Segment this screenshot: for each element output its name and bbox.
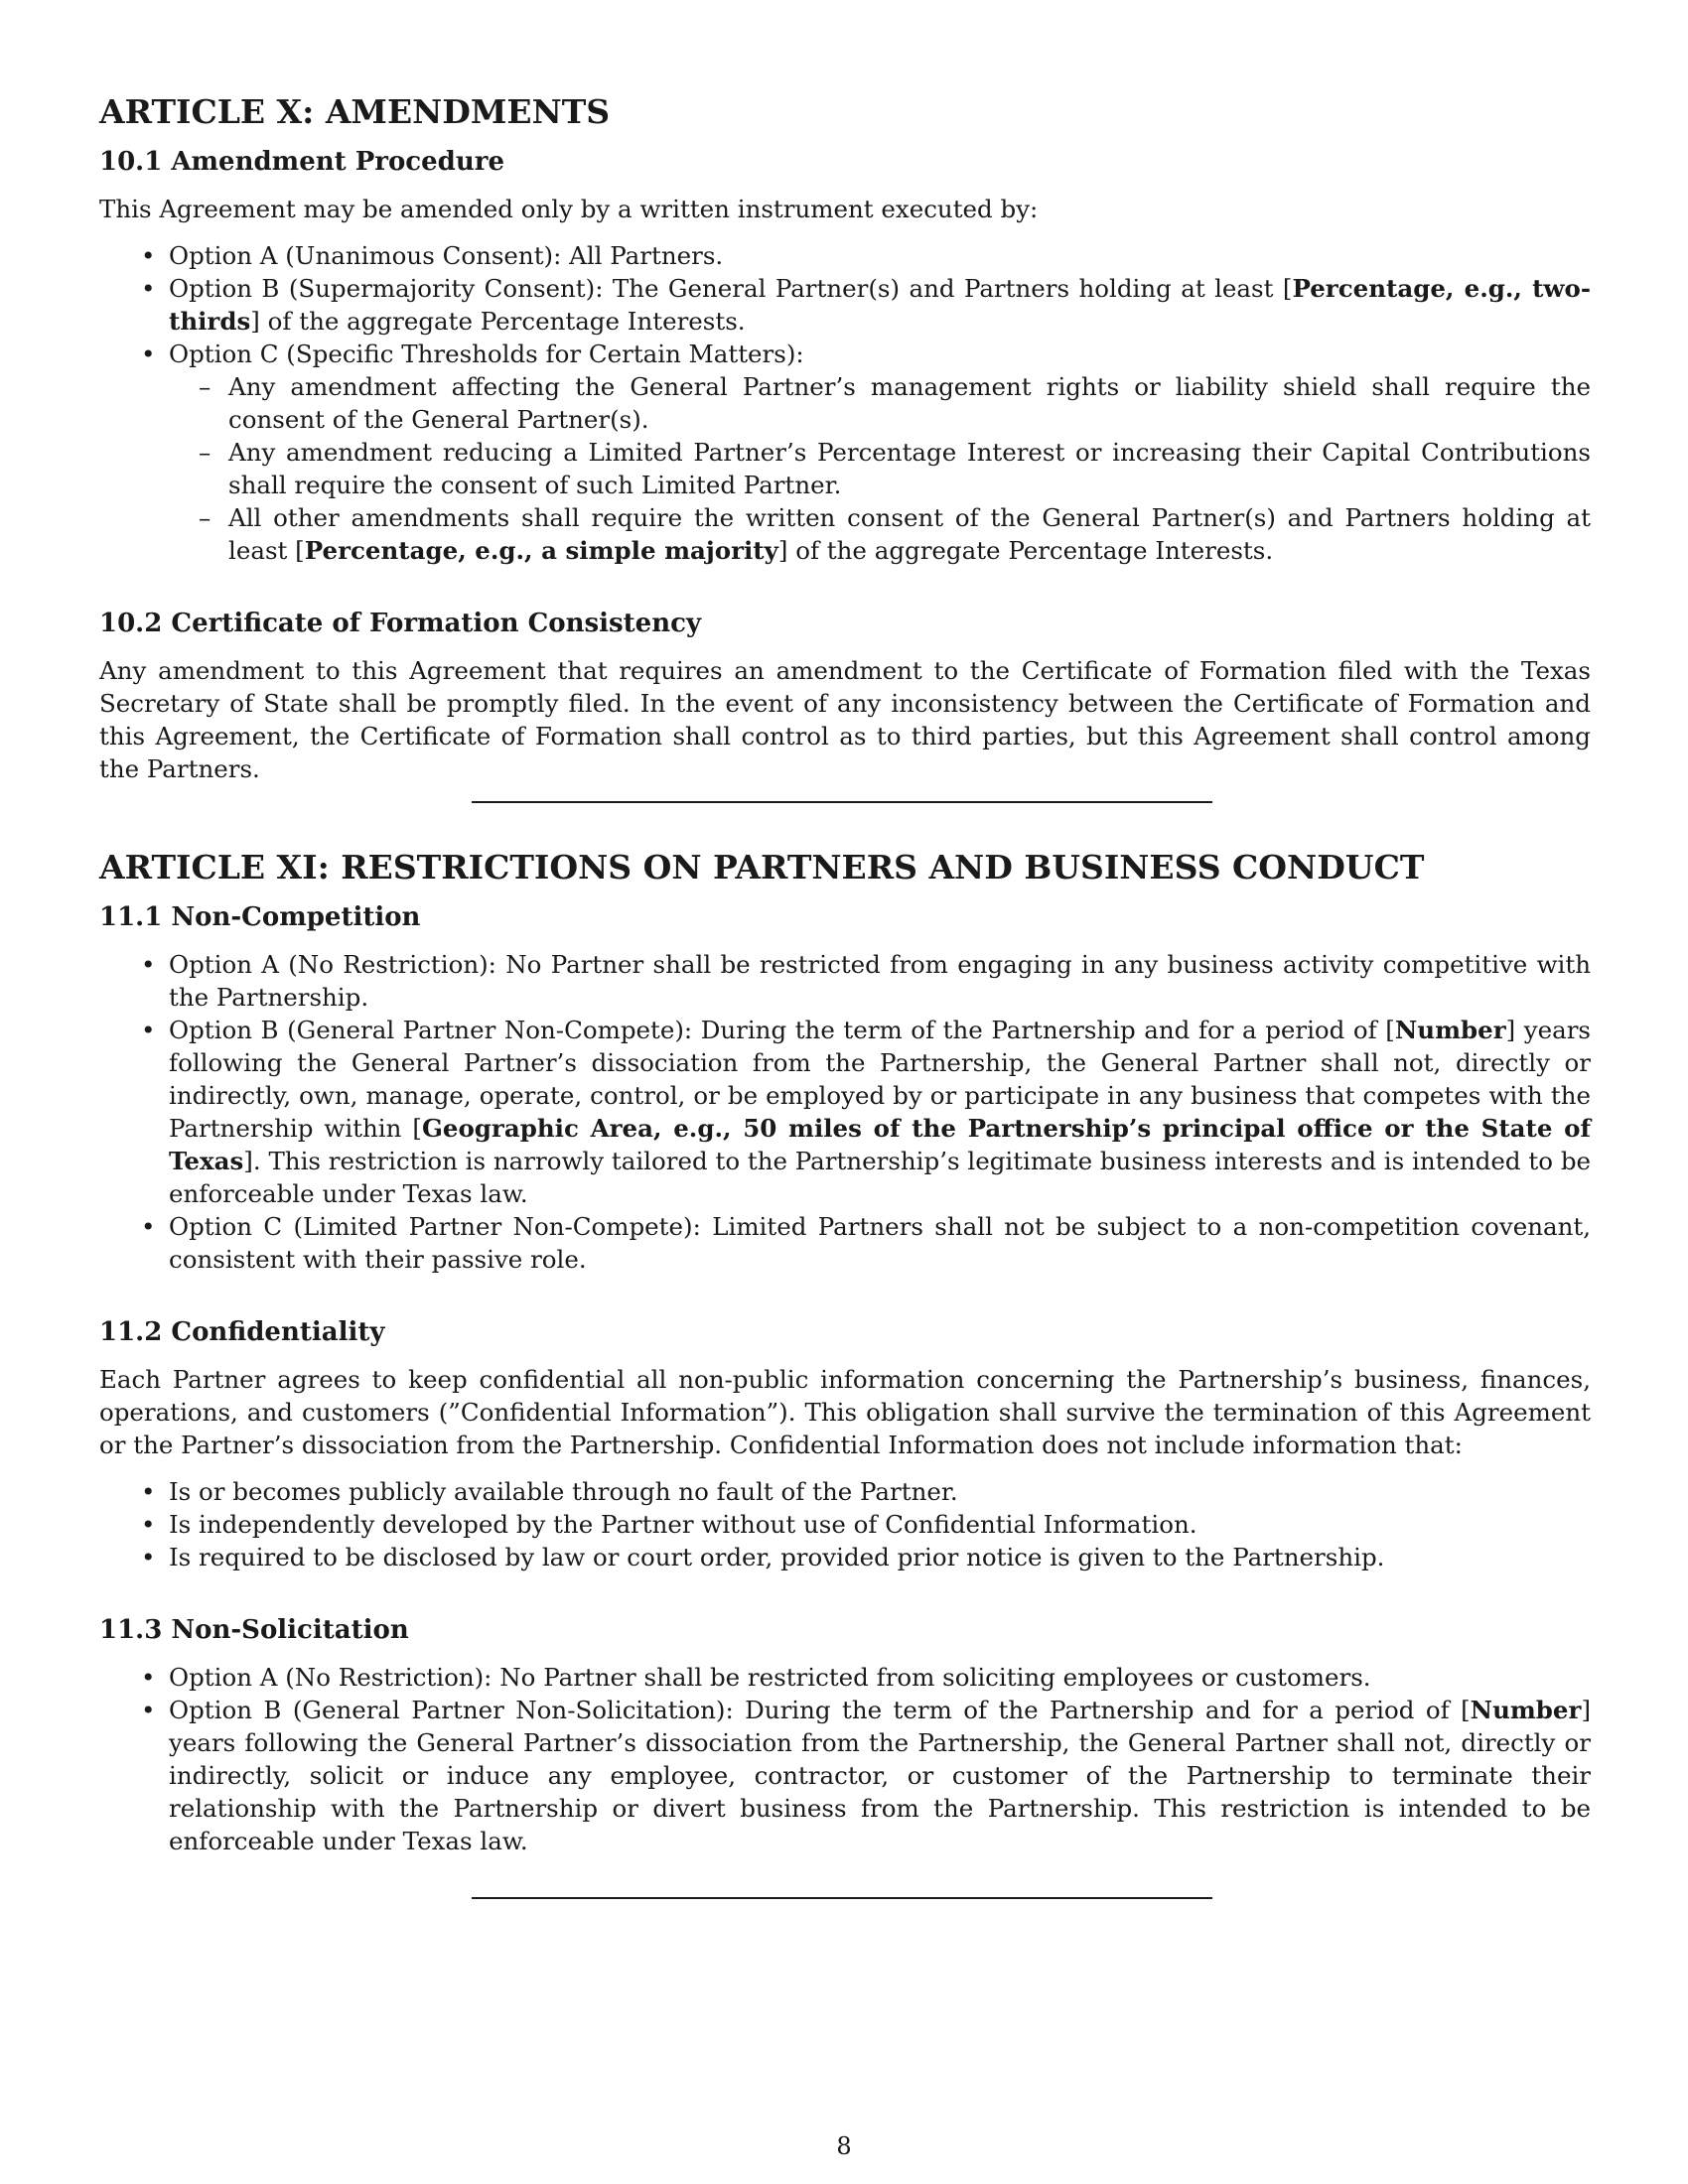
list-item (169, 239, 1591, 272)
option-a-text: Option A (No Restriction): No Partner shall be restricted from soliciting employees or customers. (169, 1663, 1371, 1692)
non-competition-options-list (99, 948, 1591, 1276)
option-b-text-mid: ] years following the General Partner’s dissociation from the Partnership, the General Partner shall not, directly or indirectly, own, manage, operate, control, or be employed by or participate in any business that competes with the Partnership within [ (169, 1016, 1591, 1143)
option-b-text-post: ]. This restriction is narrowly tailored to the Partnership’s legitimate business interests and is intended to be enforceable under Texas law. (169, 1147, 1591, 1208)
divider-wrap (99, 801, 1591, 803)
sub-list-item (228, 370, 1591, 436)
sub-item-text: Any amendment reducing a Limited Partner’s Percentage Interest or increasing their Capital Contributions shall require the consent of such Limited Partner. (228, 438, 1591, 499)
list-item (169, 1694, 1591, 1857)
sub-item-text-pre: All other amendments shall require the written consent of the General Partner(s) and Partners holding at least [ (228, 503, 1591, 565)
sub-item-text: Any amendment affecting the General Partner’s management rights or liability shield shall require the consent of the General Partner(s). (228, 372, 1591, 434)
list-item (169, 1014, 1591, 1210)
option-b-text-pre: Option B (General Partner Non-Solicitation): During the term of the Partnership and for a period of [ (169, 1696, 1471, 1724)
sub-list-item (228, 501, 1591, 567)
option-b-text-pre: Option B (General Partner Non-Compete): During the term of the Partnership and for a period of [ (169, 1016, 1395, 1044)
list-item (169, 1541, 1591, 1573)
section-divider (472, 1897, 1212, 1899)
exclusion-text: Is independently developed by the Partner without use of Confidential Information. (169, 1510, 1197, 1539)
article-11-title: ARTICLE XI: RESTRICTIONS ON PARTNERS AND BUSINESS CONDUCT (99, 848, 1425, 887)
section-10-2-body: Any amendment to this Agreement that requires an amendment to the Certificate of Formation filed with the Texas Secretary of State shall be promptly filed. In the event of any inconsistency between the Certificate of Formation and this Agreement, the Certificate of Formation shall control as to third parties, but this Agreement shall control among the Partners. (99, 656, 1591, 783)
option-a-text: Option A (Unanimous Consent): All Partners. (169, 241, 724, 270)
section-10-2-heading: 10.2 Certificate of Formation Consistency (99, 609, 702, 638)
section-divider (472, 801, 1212, 803)
placeholder-percentage: Percentage, e.g., a simple majority (304, 536, 778, 565)
placeholder-geographic-area: Geographic Area, e.g., 50 miles of the Partnership’s principal office or the State of Texas (169, 1114, 1592, 1175)
document-page (99, 91, 1591, 1899)
list-item (169, 1210, 1591, 1276)
divider-wrap (99, 1897, 1591, 1899)
option-c-text: Option C (Specific Thresholds for Certain Matters): (169, 340, 804, 368)
placeholder-number: Number (1394, 1016, 1506, 1044)
option-b-text-post: ] years following the General Partner’s dissociation from the Partnership, the General Partner shall not, directly or indirectly, solicit or induce any employee, contractor, or customer of the Partnership to terminate their relationship with the Partnership or divert business from the Partnership. This restriction is intended to be enforceable under Texas law. (169, 1696, 1591, 1855)
placeholder-percentage: Percentage, e.g., two-thirds (169, 274, 1591, 336)
placeholder-number: Number (1470, 1696, 1582, 1724)
sub-list-item (228, 436, 1591, 501)
list-item (169, 1475, 1591, 1508)
page-number: 8 (836, 2132, 852, 2160)
list-item (169, 272, 1591, 338)
section-11-2-heading: 11.2 Confidentiality (99, 1317, 385, 1347)
section-11-2-body: Each Partner agrees to keep confidential all non-public information concerning the Partnership’s business, finances, operations, and customers (”Confidential Information”). This obligation shall survive the termination of this Agreement or the Partner’s dissociation from the Partnership. Confidential Information does not include information that: (99, 1365, 1591, 1459)
sub-item-text-post: ] of the aggregate Percentage Interests. (777, 536, 1274, 565)
exclusion-text: Is required to be disclosed by law or court order, provided prior notice is given to the Partnership. (169, 1543, 1385, 1571)
list-item (169, 1508, 1591, 1541)
section-11-3-heading: 11.3 Non-Solicitation (99, 1615, 409, 1645)
section-10-1-heading: 10.1 Amendment Procedure (99, 147, 504, 177)
list-item (169, 1661, 1591, 1694)
amendment-options-list (99, 239, 1591, 567)
list-item (169, 948, 1591, 1014)
option-a-text: Option A (No Restriction): No Partner shall be restricted from engaging in any business activity competitive with the Partnership. (169, 950, 1591, 1012)
list-item (169, 338, 1591, 567)
option-c-sublist (169, 370, 1591, 567)
section-11-1-heading: 11.1 Non-Competition (99, 902, 421, 932)
article-10-title: ARTICLE X: AMENDMENTS (99, 92, 611, 131)
section-10-1-intro: This Agreement may be amended only by a written instrument executed by: (99, 195, 1039, 223)
option-c-text: Option C (Limited Partner Non-Compete): Limited Partners shall not be subject to a non-competition covenant, consistent with their passive role. (169, 1212, 1591, 1274)
exclusion-text: Is or becomes publicly available through no fault of the Partner. (169, 1477, 958, 1506)
confidentiality-exclusions-list (99, 1475, 1591, 1573)
non-solicitation-options-list (99, 1661, 1591, 1857)
option-b-text-pre: Option B (Supermajority Consent): The General Partner(s) and Partners holding at least [ (169, 274, 1293, 303)
option-b-text-post: ] of the aggregate Percentage Interests. (250, 307, 746, 336)
